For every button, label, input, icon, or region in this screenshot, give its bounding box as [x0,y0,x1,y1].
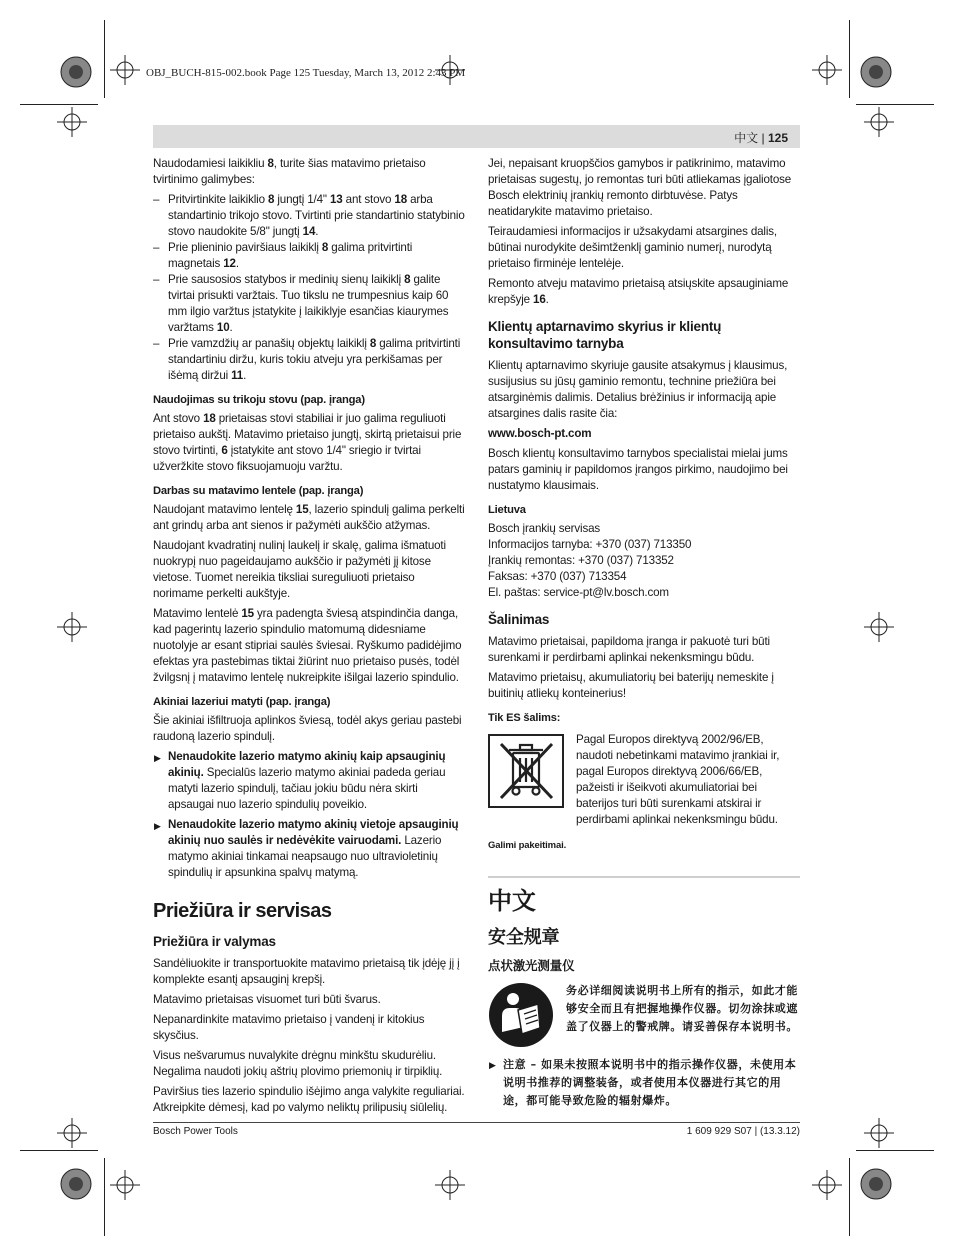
target-text-3: Matavimo lentelė 15 yra padengta šviesą atspindinčia danga, kad pagerintų lazerio spindulio matomumą didesniame nuotolyje ar esant stipriai saulės šviesai. Ryškumo padidėjimo efektas yra pastebimas tiktai žiūrint nuo prietaiso pusės, todėl žvilgsnį į matavimo lentelę nukreipkite išilgai lazerio spindulio. [153,607,462,684]
right-column [488,156,800,1114]
crosshair-mark [57,612,87,642]
crosshair-mark [435,1170,465,1200]
page-header-bar [153,125,800,148]
registration-mark [858,1166,894,1202]
crosshair-mark [864,1118,894,1148]
care-text-3: Nepanardinkite matavimo prietaiso į vandenį ir kitokius skysčius. [153,1013,425,1042]
heading-care-cleaning: Priežiūra ir valymas [153,934,276,949]
read-manual-text: 务必详细阅读说明书上所有的指示，如此才能够安全而且有把握地操作仪器。切勿涂抹或遮盖了仪器上的警戒牌。请妥善保存本说明书。 [566,984,798,1033]
crop-mark [856,1150,934,1151]
print-book-line: OBJ_BUCH-815-002.book Page 125 Tuesday, March 13, 2012 2:43 PM [146,67,466,79]
tripod-text: Ant stovo 18 prietaisas stovi stabiliai ir juo galima reguliuoti prietaiso aukštį. Matavimo prietaiso jungtį, skirtą prietaisui prie stovo tvirtinti, 6 įstatykite ant stovo 1/4" sriegio ir tvirtai užveržkite stovo fiksuojamuoju varžtu. [153,412,462,473]
page-header-label [734,129,788,146]
target-text-2: Naudojant kvadratinį nulinį laukelį ir skalę, galima išmatuoti nuokrypį nuo pageidaujamo aukščio ir pažymėti jį kitose vietose. Tuomet nereikia tiksliai sureguliuoti prietaiso norimame perkelti aukštyje. [153,539,446,600]
mount-bullet-2: – Prie plieninio paviršiaus laikiklį 8 galima pritvirtinti magnetais 12. [153,240,465,272]
crossed-bin-icon [488,734,564,808]
crosshair-mark [57,107,87,137]
header-separator: | [761,131,765,145]
care-text-5: Paviršius ties lazerio spindulio išėjimo anga valykite reguliariai. Atkreipkite dėmesį, kad po valymo neliktų prilipusių siūlelių. [153,1085,465,1114]
eu-directive-text: Pagal Europos direktyvą 2002/96/EB, naudoti nebetinkami matavimo įrankiai ir, pagal Europos direktyvą 2006/66/EB, pažeisti ir išeikvoti akumuliatoriai bei baterijos turi būti surenkami atskirai ir perdirbami aplinkai nekenksmingu būdu. [576,733,780,826]
read-manual-icon [488,982,554,1048]
registration-mark [858,54,894,90]
changes-note: Galimi pakeitimai. [488,840,567,851]
heading-target-plate: Darbas su matavimo lentele (pap. įranga) [153,485,364,497]
crosshair-mark [57,1118,87,1148]
repair-text-1: Jei, nepaisant kruopščios gamybos ir patikrinimo, matavimo prietaisas sugestų, jo remontas turi būti atliekamas įgaliotose Bosch elektrinių įrankių remonto dirbtuvėse. Patys neatidarykite matavimo prietaiso. [488,157,792,218]
crop-mark [104,20,105,98]
crosshair-mark [812,55,842,85]
footer-brand: Bosch Power Tools [153,1126,238,1137]
contact-line[interactable]: El. paštas: service-pt@lv.bosch.com [488,586,669,599]
mount-bullet-3: – Prie sausosios statybos ir medinių sienų laikiklį 8 galite tvirtai prisukti varžtais. Tuo tikslu ne trumpesnius kaip 60 mm ilgio varžtus įstatykite į laikiklyje esančias kiaurymes varžtams 10. [153,272,465,336]
contact-line: Faksas: +370 (037) 713354 [488,570,627,583]
crosshair-mark [110,1170,140,1200]
care-text-1: Sandėliuokite ir transportuokite matavimo prietaisą tik įdėję jį į komplekte esantį apsauginį krepšį. [153,957,460,986]
mount-bullet-4: – Prie vamzdžių ar panašių objektų laikiklį 8 galima pritvirtinti standartiniu diržu, kuris tokiu atveju yra perkišamas per išėmą diržui 11. [153,336,465,384]
glasses-text: Šie akiniai išfiltruoja aplinkos šviesą, todėl akys geriau pastebi raudoną lazerio spindulį. [153,714,462,743]
weee-block [488,732,800,828]
crosshair-mark [864,107,894,137]
left-column [153,156,465,1120]
crop-mark [20,1150,98,1151]
crosshair-mark [435,55,465,85]
crosshair-mark [812,1170,842,1200]
repair-text-2: Teiraudamiesi informacijos ir užsakydami atsargines dalis, būtinai nurodykite dešimtženklį gaminio numerį, nurodytą prietaiso firminėje lentelėje. [488,225,777,270]
heading-customer-service: Klientų aptarnavimo skyrius ir klientų konsultavimo tarnyba [488,319,722,351]
disposal-text-1: Matavimo prietaisai, papildoma įranga ir pakuotė turi būti surenkami ir perdirbami aplinkai nekenksmingu būdu. [488,635,770,664]
heading-point-laser: 点状激光测量仪 [488,958,575,973]
crosshair-mark [110,55,140,85]
contact-line: Bosch įrankių servisas [488,522,601,535]
crop-mark [104,1158,105,1236]
heading-tripod: Naudojimas su trikoju stovu (pap. įranga) [153,394,365,406]
service-url[interactable]: www.bosch-pt.com [488,427,592,440]
repair-text-3: Remonto atveju matavimo prietaisą atsiųskite apsauginiame krepšyje 16. [488,277,789,306]
heading-maintenance-service: Priežiūra ir servisas [153,900,332,922]
read-manual-block [488,982,800,1048]
registration-mark [58,54,94,90]
footer-rule [153,1122,800,1123]
heading-lithuania: Lietuva [488,504,526,516]
disposal-text-2: Matavimo prietaisų, akumuliatorių bei baterijų nemeskite į buitinių atliekų konteinerius! [488,671,774,700]
heading-disposal: Šalinimas [488,612,550,627]
crosshair-mark [864,612,894,642]
heading-eu-only: Tik ES šalims: [488,712,561,724]
contact-line: Informacijos tarnyba: +370 (037) 713350 [488,538,692,551]
crop-mark [20,104,98,105]
crop-mark [856,104,934,105]
cn-warning: ▶ 注意 – 如果未按照本说明书中的指示操作仪器，未使用本说明书推荐的调整装备，或者使用本仪器进行其它的用途，都可能导致危险的辐射爆炸。 [488,1056,800,1110]
customer-text-1: Klientų aptarnavimo skyriuje gausite atsakymus į klausimus, susijusius su jūsų gaminio remontu, technine priežiūra bei atsarginėmis dalimis. Detalius brėžinius ir informaciją apie atsargines dalis rasite čia: [488,359,788,420]
care-text-2: Matavimo prietaisas visuomet turi būti švarus. [153,993,381,1006]
glasses-warning-2: ▶ Nenaudokite lazerio matymo akinių vietoje apsauginių akinių nuo saulės ir nedėvėkite vairuodami. Lazerio matymo akiniai tinkamai neapsaugo nuo ultravioletinių spindulių ir apsunkina spalvų matymą. [153,817,465,881]
crop-mark [849,20,850,98]
registration-mark [58,1166,94,1202]
care-text-4: Visus nešvarumus nuvalykite drėgnu minkštu skudurėliu. Negalima naudoti jokių aštrių plovimo priemonių ir tirpiklių. [153,1049,443,1078]
heading-chinese: 中文 [488,887,536,915]
mount-intro: Naudodamiesi laikikliu 8, turite šias matavimo prietaiso tvirtinimo galimybes: [153,157,426,186]
section-divider [488,876,800,878]
footer-doc-number: 1 609 929 S07 | (13.3.12) [686,1126,800,1137]
customer-text-2: Bosch klientų konsultavimo tarnybos specialistai mielai jums patars gaminių ir papildomos įrangos pirkimo, naudojimo bei nustatymo klausimais. [488,447,788,492]
page-number: 125 [767,131,788,145]
contact-line: Įrankių remontas: +370 (037) 713352 [488,554,674,567]
lithuania-contacts [488,521,800,601]
crop-mark [849,1158,850,1236]
target-text-1: Naudojant matavimo lentelę 15, lazerio spindulį galima perkelti ant grindų arba ant sienos ir pažymėti aukščio atžymas. [153,503,465,532]
header-section: 中文 [734,131,759,145]
mount-bullet-1: – Pritvirtinkite laikiklio 8 jungtį 1/4" 13 ant stovo 18 arba standartinio trikojo stovo. Tvirtinti prie standartinio statybinio stovo naudokite 5/8" jungtį 14. [153,192,465,240]
heading-safety-rules: 安全规章 [488,927,560,948]
heading-laser-glasses: Akiniai lazeriui matyti (pap. įranga) [153,696,331,708]
glasses-warning-1: ▶ Nenaudokite lazerio matymo akinių kaip apsauginių akinių. Specialūs lazerio matymo akiniai padeda geriau matyti lazerio spindulį, tačiau jokiu būdu nėra skirti apsaugai nuo lazerio spindulių poveikio. [153,749,465,813]
